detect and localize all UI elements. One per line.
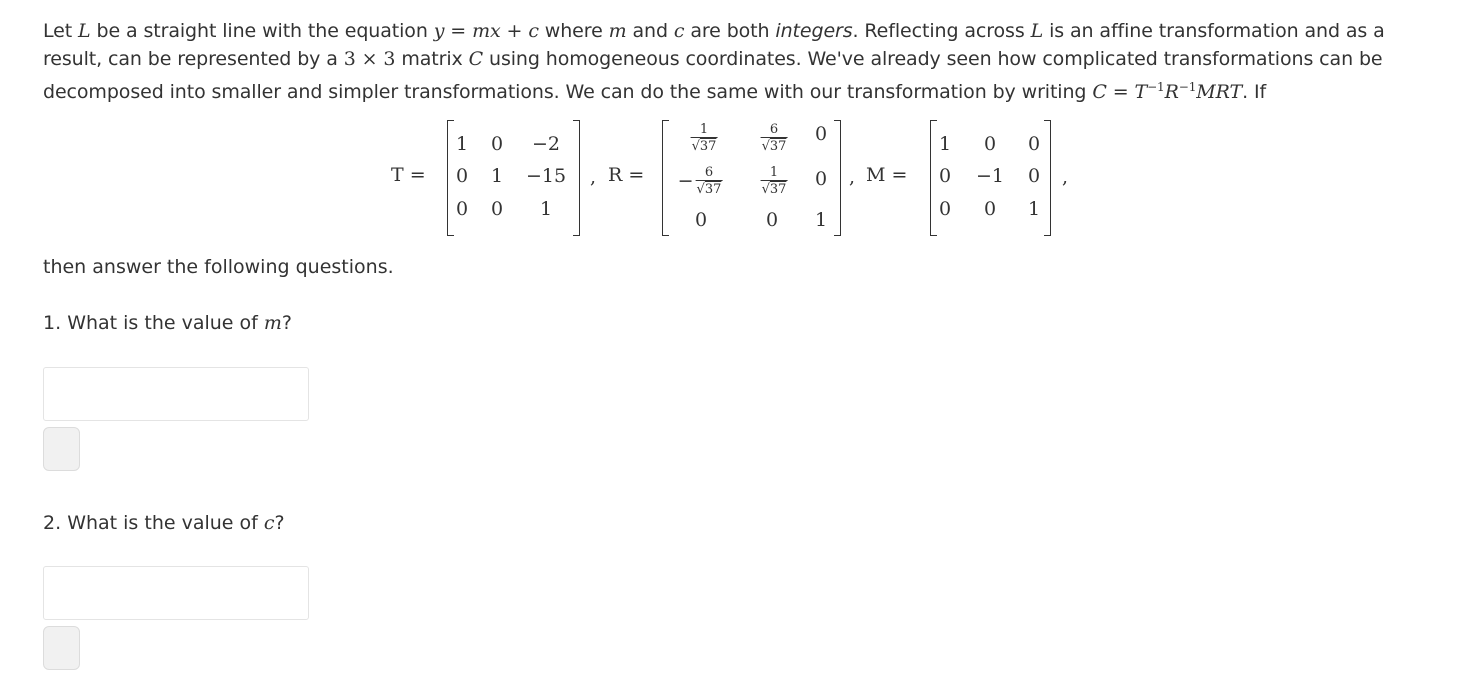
separator-comma: , xyxy=(849,166,856,188)
matrix-T-left-bracket xyxy=(447,120,454,236)
separator-comma: , xyxy=(590,166,597,188)
matrix-R-cell: $\frac{1}{√37}$ xyxy=(761,165,787,197)
matrix-T-right-bracket xyxy=(573,120,580,236)
check-answer-button-m[interactable] xyxy=(43,427,80,471)
var-L: L xyxy=(78,20,91,42)
answer-input-m[interactable] xyxy=(43,367,309,421)
answer-input-c[interactable] xyxy=(43,566,309,620)
question-1: 1. What is the value of m? xyxy=(43,312,293,334)
matrix-R-left-bracket xyxy=(662,120,669,236)
matrix-M-right-bracket xyxy=(1044,120,1051,236)
problem-statement: Let L be a straight line with the equation y = mx + c where m and c are both integers. Reflecting across L is an affine transformation and as a result, can be represented by a 3 × 3 matrix C using homogeneous coordinates. We've already seen how complicated transformations can be decomposed into smaller and simpler transformations. We can do the same with our transformation by writing $C = T^{-1}R^{-1}MRT$. If xyxy=(43,20,1385,103)
matrix-R-cell: − $\frac{6}{√37}$ xyxy=(677,165,722,197)
matrix-T-label: T = xyxy=(391,164,426,186)
matrix-M-left-bracket xyxy=(930,120,937,236)
check-answer-button-c[interactable] xyxy=(43,626,80,670)
matrix-R-cell: $\frac{6}{√37}$ xyxy=(761,122,787,154)
separator-comma: , xyxy=(1062,166,1069,188)
matrix-M-label: M = xyxy=(866,164,908,186)
question-2: 2. What is the value of c? xyxy=(43,512,285,534)
matrix-R-cell: $\frac{1}{√37}$ xyxy=(691,122,717,154)
matrix-definitions: T = 1 0 −2 0 1 −15 0 0 1 , R = $\frac{1}{√37}$ $\frac{6}{√37}$ 0 − $\frac{6}{√37}$ $\frac{1}{√37}$ 0 0 0 1 , M = 1 0 0 0 −1 0 0 0 1 , xyxy=(0,114,1468,240)
matrix-R-label: R = xyxy=(608,164,645,186)
instruction-text: then answer the following questions. xyxy=(43,256,394,278)
matrix-R-right-bracket xyxy=(834,120,841,236)
